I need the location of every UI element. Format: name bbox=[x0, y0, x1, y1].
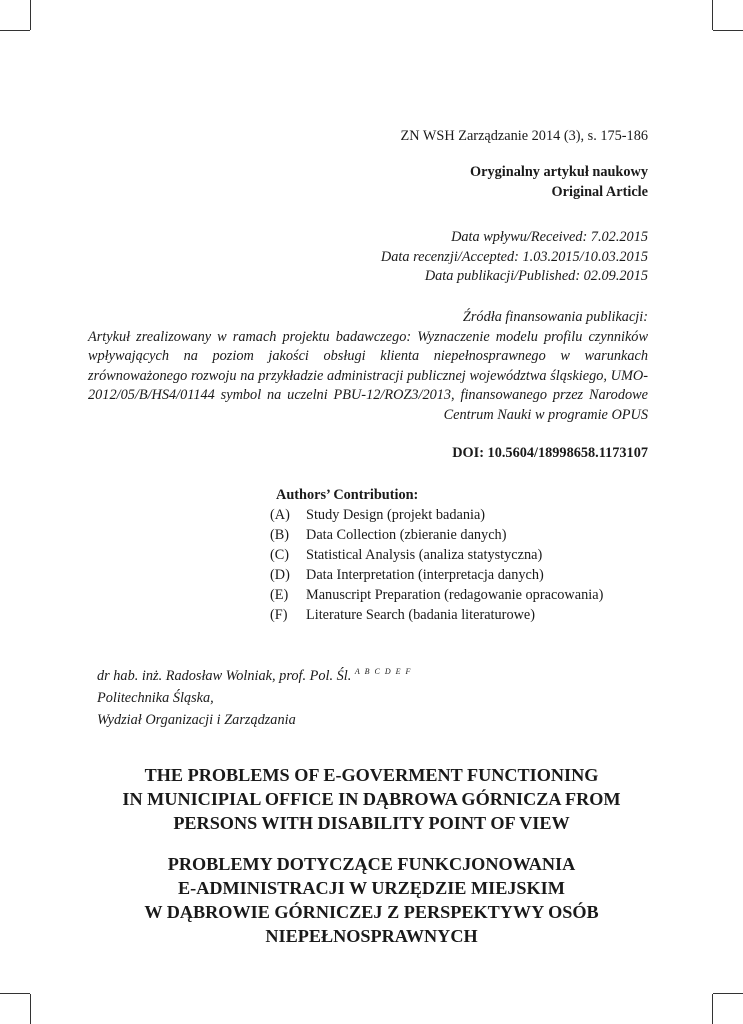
contribution-code: (A) bbox=[270, 507, 290, 523]
title-line: E-ADMINISTRACJI W URZĘDZIE MIEJSKIM bbox=[178, 878, 565, 898]
crop-mark bbox=[712, 0, 713, 30]
crop-mark bbox=[713, 993, 743, 994]
title-line: THE PROBLEMS OF E-GOVERMENT FUNCTIONING bbox=[144, 765, 599, 785]
crop-mark bbox=[0, 30, 30, 31]
contribution-item bbox=[270, 605, 603, 625]
author-block bbox=[97, 661, 412, 731]
doi: DOI: 10.5604/18998658.1173107 bbox=[452, 445, 648, 461]
article-type bbox=[470, 163, 648, 202]
author-faculty: Wydział Organizacji i Zarządzania bbox=[97, 712, 296, 728]
funding-text: Artykuł zrealizowany w ramach projektu badawczego: Wyznaczenie modelu profilu czynników wpływających na poziom jakości obsługi klienta niepełnosprawnego w warunkach zrównoważonego rozwoju na przykładzie administracji publicznej województwa śląskiego, UMO-2012/05/B/HS4/01144 symbol na uczelni PBU-12/ROZ3/2013, finansowanego przez Narodowe Centrum Nauki w programie OPUS bbox=[88, 328, 648, 423]
published-date: Data publikacji/Published: 02.09.2015 bbox=[424, 268, 648, 284]
contribution-heading: Authors’ Contribution: bbox=[276, 487, 419, 503]
contribution-code: (C) bbox=[270, 547, 290, 563]
title-line: PERSONS WITH DISABILITY POINT OF VIEW bbox=[173, 813, 570, 833]
contribution-item bbox=[270, 545, 603, 565]
title-polish bbox=[0, 852, 743, 948]
authors-contribution bbox=[270, 485, 603, 625]
article-type-en: Original Article bbox=[551, 183, 648, 200]
contribution-label: Data Interpretation (interpretacja danych) bbox=[306, 567, 544, 583]
contribution-label: Statistical Analysis (analiza statystyczna) bbox=[306, 547, 543, 563]
article-type-pl: Oryginalny artykuł naukowy bbox=[470, 164, 648, 180]
author-institution: Politechnika Śląska, bbox=[97, 690, 214, 706]
contribution-item bbox=[270, 585, 603, 605]
contribution-label: Literature Search (badania literaturowe) bbox=[306, 607, 536, 623]
crop-mark bbox=[30, 994, 31, 1024]
contribution-label: Study Design (projekt badania) bbox=[306, 507, 486, 523]
contribution-item bbox=[270, 505, 603, 525]
received-date: Data wpływu/Received: 7.02.2015 bbox=[451, 229, 648, 245]
contribution-code: (B) bbox=[270, 527, 290, 543]
author-name: dr hab. inż. Radosław Wolniak, prof. Pol. Śl. bbox=[97, 668, 352, 684]
title-line: IN MUNICIPIAL OFFICE IN DĄBROWA GÓRNICZA FROM bbox=[122, 789, 621, 809]
crop-mark bbox=[30, 0, 31, 30]
contribution-label: Manuscript Preparation (redagowanie opracowania) bbox=[306, 587, 604, 603]
title-line: PROBLEMY DOTYCZĄCE FUNKCJONOWANIA bbox=[167, 854, 576, 874]
title-line: W DĄBROWIE GÓRNICZEJ Z PERSPEKTYWY OSÓB bbox=[144, 902, 599, 922]
contribution-code: (F) bbox=[270, 607, 288, 623]
crop-mark bbox=[713, 30, 743, 31]
funding-section bbox=[88, 308, 648, 425]
accepted-date: Data recenzji/Accepted: 1.03.2015/10.03.2015 bbox=[380, 248, 648, 265]
contribution-item bbox=[270, 565, 603, 585]
title-english bbox=[0, 763, 743, 835]
contribution-code: (D) bbox=[270, 567, 290, 583]
crop-mark bbox=[712, 994, 713, 1024]
title-line: NIEPEŁNOSPRAWNYCH bbox=[265, 926, 478, 946]
contribution-label: Data Collection (zbieranie danych) bbox=[306, 527, 507, 543]
publication-dates bbox=[381, 228, 648, 287]
journal-citation: ZN WSH Zarządzanie 2014 (3), s. 175-186 bbox=[400, 128, 648, 144]
crop-mark bbox=[0, 993, 30, 994]
author-roles: A B C D E F bbox=[354, 667, 412, 676]
contribution-code: (E) bbox=[270, 587, 289, 603]
funding-heading: Źródła finansowania publikacji: bbox=[462, 309, 648, 325]
contribution-item bbox=[270, 525, 603, 545]
author-line bbox=[97, 661, 412, 687]
